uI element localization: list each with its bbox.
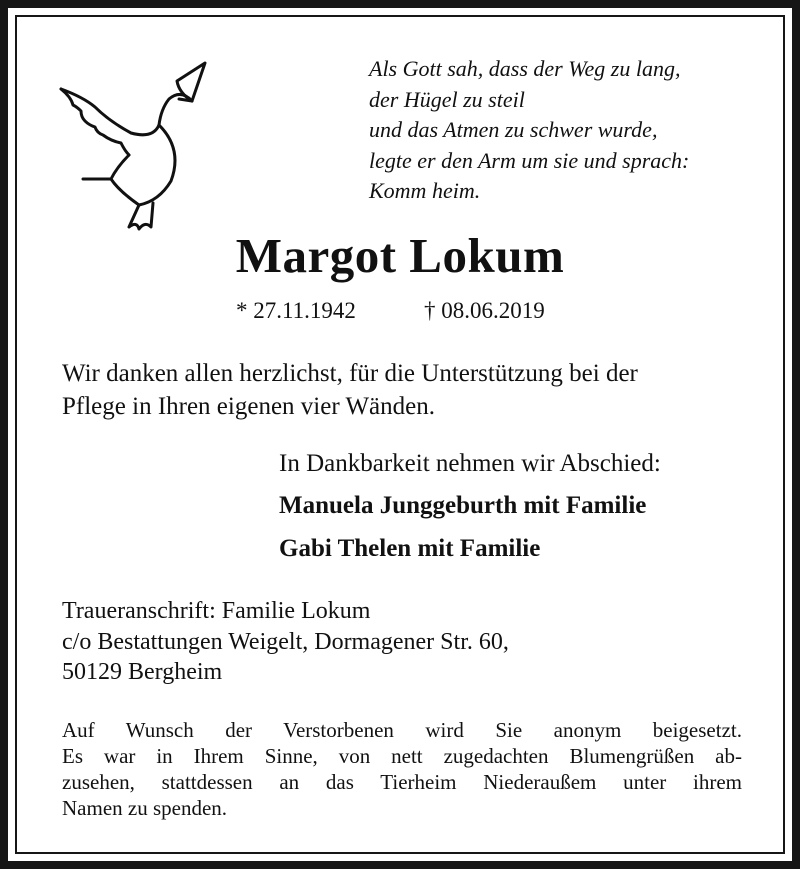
notice-line: zusehen, stattdessen an das Tierheim Niederaußem unter ihrem	[62, 770, 742, 794]
notice-line: Namen zu spenden.	[62, 796, 228, 820]
birth-date: * 27.11.1942	[236, 298, 356, 323]
poem	[369, 54, 769, 207]
poem-line: und das Atmen zu schwer wurde,	[369, 117, 658, 142]
burial-notice	[62, 717, 742, 821]
thanks-line: Wir danken allen herzlichst, für die Unterstützung bei der	[62, 360, 638, 387]
poem-line: der Hügel zu steil	[369, 86, 525, 112]
address-line: 50129 Bergheim	[62, 659, 223, 685]
thanks-text	[62, 357, 762, 423]
poem-line: legte er den Arm um sie und sprach:	[369, 147, 690, 173]
thanks-line: Pflege in Ihren eigenen vier Wänden.	[62, 393, 435, 420]
notice-line: Auf Wunsch der Verstorbenen wird Sie anonym beigesetzt.	[62, 718, 742, 742]
farewell-intro: In Dankbarkeit nehmen wir Abschied:	[279, 450, 661, 477]
poem-line: Komm heim.	[369, 178, 481, 203]
notice-line: Es war in Ihrem Sinne, von nett zugedachten Blumengrüßen ab-	[62, 744, 742, 768]
deceased-name: Margot Lokum	[235, 228, 565, 283]
dove-icon	[55, 55, 215, 233]
address-line: c/o Bestattungen Weigelt, Dormagener Str. 60,	[62, 628, 509, 655]
mourning-address	[62, 596, 509, 688]
death-date: † 08.06.2019	[424, 298, 545, 323]
family-name: Manuela Junggeburth mit Familie	[279, 492, 647, 519]
poem-line: Als Gott sah, dass der Weg zu lang,	[369, 56, 681, 81]
family-name: Gabi Thelen mit Familie	[279, 535, 541, 562]
address-line: Traueranschrift: Familie Lokum	[62, 598, 371, 624]
